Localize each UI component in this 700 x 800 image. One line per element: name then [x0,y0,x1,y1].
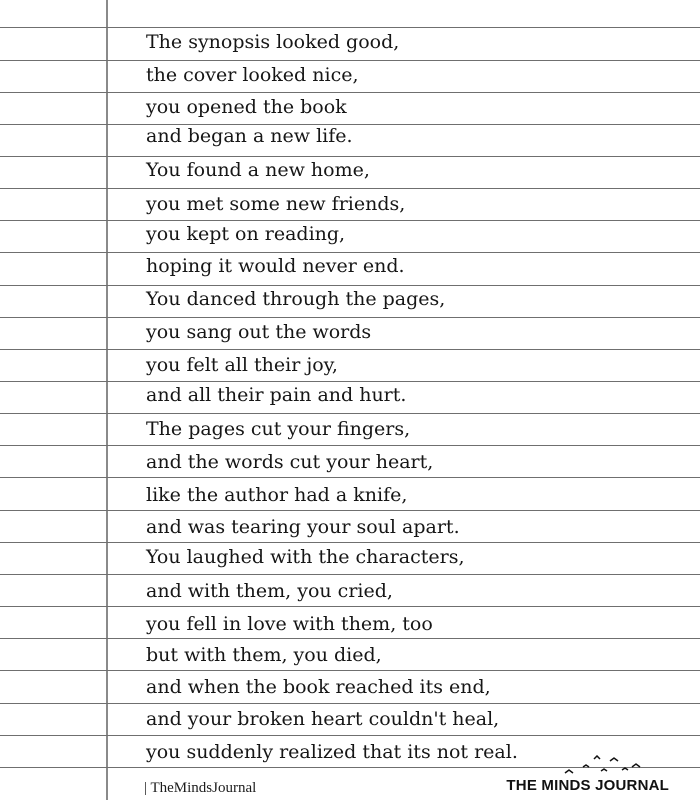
poem-line: you met some new friends, [146,193,406,215]
poem-line: You found a new home, [146,159,370,181]
poem-line: you felt all their joy, [146,354,338,376]
poem-line: and your broken heart couldn't heal, [146,708,500,730]
poem-line: you kept on reading, [146,223,346,245]
ruled-line [0,606,700,607]
ruled-line [0,510,700,511]
brand-logo: THE MINDS JOURNAL [506,777,669,794]
poem-line: the cover looked nice, [146,64,359,86]
poem-line: and when the book reached its end, [146,676,491,698]
poem-line: and was tearing your soul apart. [146,516,460,538]
ruled-line [0,574,700,575]
ruled-line [0,477,700,478]
poem-line: You danced through the pages, [146,288,446,310]
poem-line: but with them, you died, [146,644,382,666]
ruled-line [0,445,700,446]
poem-line: and with them, you cried, [146,580,393,602]
ruled-line [0,670,700,671]
notebook-margin-line [106,0,108,800]
poem-line: you opened the book [146,96,347,118]
poem-line: and all their pain and hurt. [146,384,407,406]
poem-line: hoping it would never end. [146,255,405,277]
ruled-line [0,735,700,736]
poem-line: you fell in love with them, too [146,613,433,635]
poem-line: like the author had a knife, [146,484,408,506]
poem-line: you suddenly realized that its not real. [146,741,518,763]
footer-credit: | TheMindsJournal [144,780,257,796]
poem-line: and began a new life. [146,125,353,147]
poem-line: The synopsis looked good, [146,31,400,53]
ruled-line [0,92,700,93]
poem-line: The pages cut your fingers, [146,418,411,440]
ruled-line [0,349,700,350]
poem-line: You laughed with the characters, [146,546,465,568]
poem-line: and the words cut your heart, [146,451,434,473]
poem-line: you sang out the words [146,321,372,343]
ruled-line [0,220,700,221]
